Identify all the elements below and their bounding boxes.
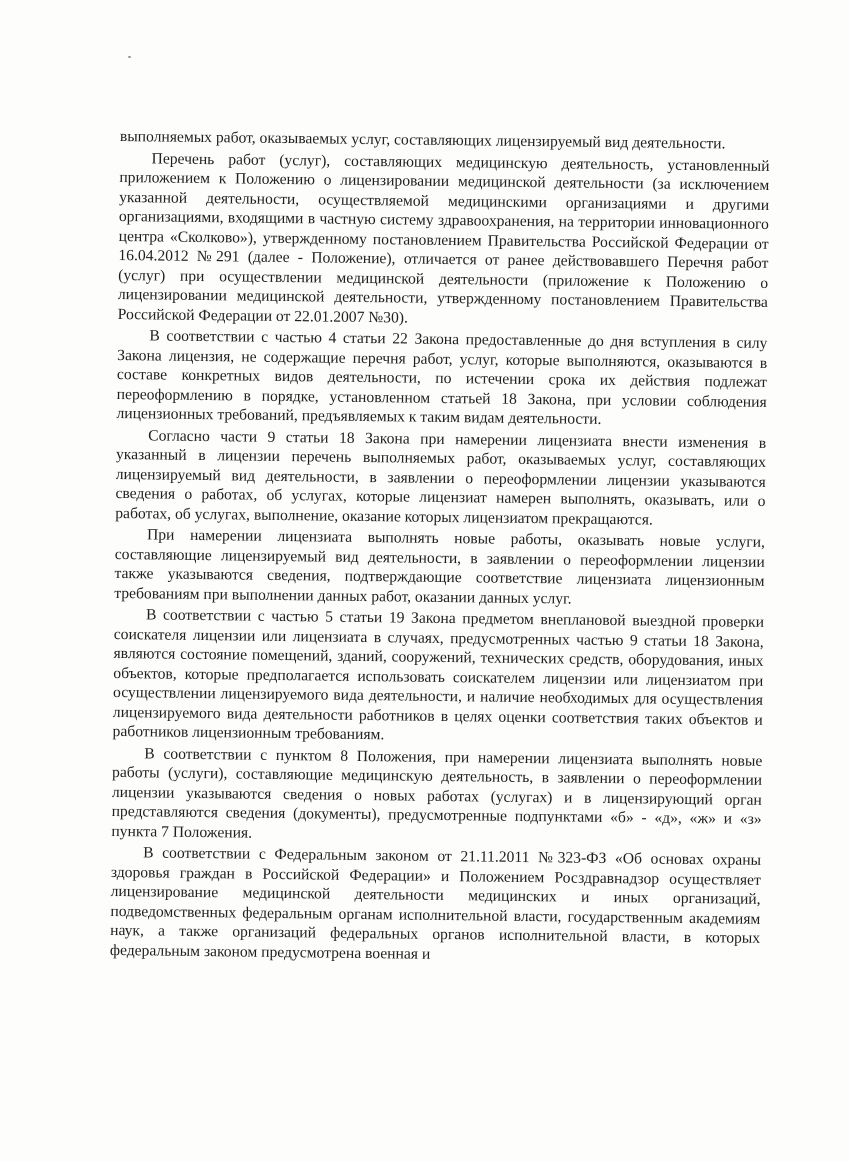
paragraph-work-list: Перечень работ (услуг), составляющих медицинскую деятельность, установленный приложением к Положению о лицензировании медицинской деятельности (за исключением указанной деятельности, осуществляемой медицинскими организациями и другими организациями, входящими в частную систему здравоохранения, на территории инновационного центра «Сколково»), утвержденному постановлением Правительства Российской Федерации от 16.04.2012 №291 (далее - Положение), отличается от ранее действовавшего Перечня работ (услуг) при осуществлении медицинской деятельности (приложение к Положению о лицензировании медицинской деятельности, утвержденному постановлением Правительства Российской Федерации от 22.01.2007 №30). (117, 149, 770, 327)
document-body (110, 127, 770, 968)
paragraph-continuation: выполняемых работ, оказываемых услуг, составляющих лицензируемый вид деятельности. (119, 127, 726, 153)
paragraph-article-18: Согласно части 9 статьи 18 Закона при намерении лицензиата внести изменения в указанный в лицензии перечень выполняемых работ, оказываемых услуг, составляющих лицензируемый вид деятельности, в заявлении о переоформлении лицензии указываются сведения о работах, об услугах, которые лицензиат намерен выполнять, оказывать, или о работах, об услугах, выполнение, оказание которых лицензиатом прекращаются. (115, 426, 767, 529)
paragraph-article-22: В соответствии с частью 4 статьи 22 Закона предоставленные до дня вступления в силу Закона лицензия, не содержащие перечня работ, услуг, которые выполняются, оказываются в составе конкретных видов деятельности, по истечении срока их действия подлежат переоформлению в порядке, установленном статьей 18 Закона, при условии соблюдения лицензионных требований, предъявляемых к таким видам деятельности. (116, 327, 768, 428)
paragraph-new-works: При намерении лицензиата выполнять новые работы, оказывать новые услуги, составляющие лицензируемый вид деятельности, в заявлении о переоформлении лицензии также указываются сведения, подтверждающие соответствие лицензиата лицензионным требованиям при выполнении данных работ, оказании данных услуг. (114, 526, 766, 608)
scan-speck (128, 56, 131, 58)
paragraph-regulation-item-8: В соответствии с пунктом 8 Положения, при намерении лицензиата выполнять новые работы (услуги), составляющие медицинскую деятельность, в заявлении о переоформлении лицензии указываются сведения о новых работах (услугах) и в лицензирующий орган представляются сведения (документы), предусмотренные подпунктами «б» - «д», «ж» и «з» пункта 7 Положения. (111, 744, 763, 842)
paragraph-article-19: В соответствии с частью 5 статьи 19 Закона предметом внеплановой выездной проверки соискателя лицензии или лицензиата в случаях, предусмотренных частью 9 статьи 18 Закона, являются состояние помещений, зданий, сооружений, технических средств, оборудования, иных объектов, которые предполагается использовать соискателем лицензии или лицензиатом при осуществлении лицензируемого вида деятельности, и наличие необходимых для осуществления лицензируемого вида деятельности работников в целях оценки соответствия таких объектов и работников лицензионным требованиям. (112, 606, 765, 744)
paragraph-federal-law-323: В соответствии с Федеральным законом от 21.11.2011 №323-ФЗ «Об основах охраны здоровья граждан в Российской Федерации» и Положением Росздравнадзор осуществляет лицензирование медицинской деятельности медицинских и иных организаций, подведомственных федеральным органам исполнительной власти, государственным академиям наук, а также организаций федеральных органов исполнительной власти, в которых федеральным законом предусмотрена военная и (109, 844, 762, 963)
